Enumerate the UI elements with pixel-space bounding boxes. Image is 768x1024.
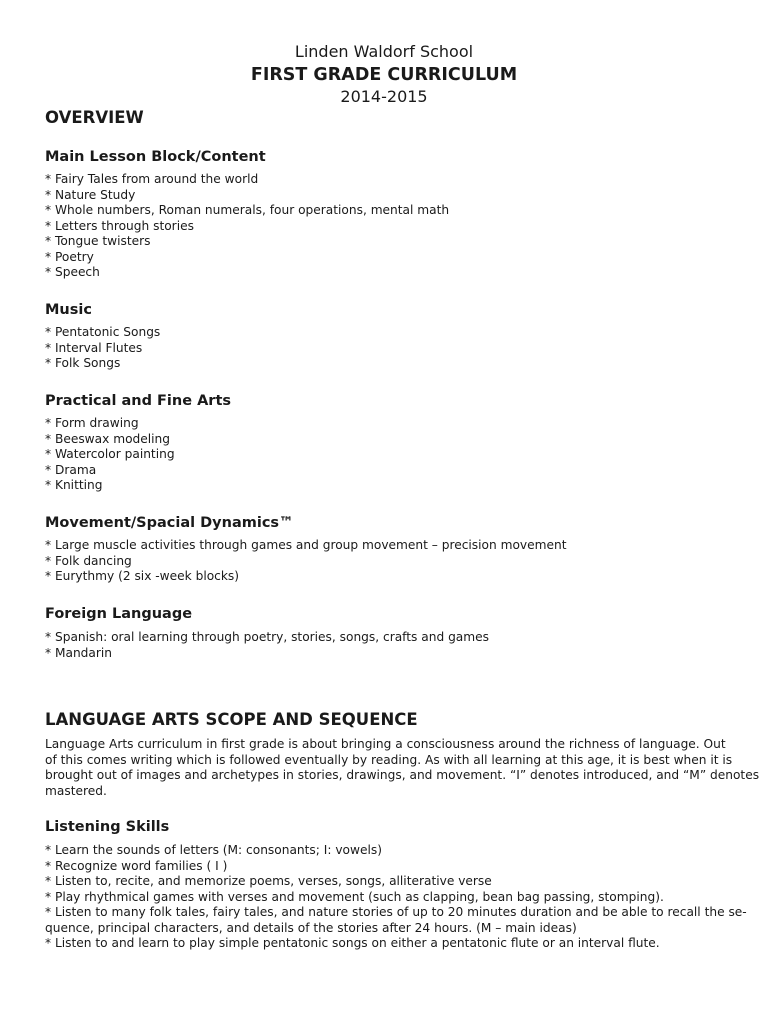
list-item: * Listen to many folk tales, fairy tales, and nature stories of up to 20 minutes duration and be able to recall the se-	[45, 905, 747, 919]
list-item: * Watercolor painting	[45, 447, 175, 461]
music-list	[45, 325, 160, 372]
list-item: * Tongue twisters	[45, 234, 151, 248]
list-item: * Large muscle activities through games and group movement – precision movement	[45, 538, 567, 552]
list-item: * Poetry	[45, 249, 94, 264]
document-title: FIRST GRADE CURRICULUM	[250, 65, 518, 85]
music-heading: Music	[45, 302, 92, 318]
language-arts-heading: LANGUAGE ARTS SCOPE AND SEQUENCE	[45, 710, 418, 729]
list-item: * Pentatonic Songs	[45, 325, 161, 339]
foreign-language-list	[45, 630, 489, 661]
list-item: * Letters through stories	[45, 218, 194, 233]
intro-line: brought out of images and archetypes in stories, drawings, and movement. “I” denotes introduced, and “M” denotes	[45, 768, 760, 782]
arts-list	[45, 416, 175, 494]
list-item: * Speech	[45, 265, 100, 279]
list-item: * Listen to and learn to play simple pentatonic songs on either a pentatonic flute or an interval flute.	[45, 936, 660, 950]
list-item: * Whole numbers, Roman numerals, four operations, mental math	[45, 203, 450, 217]
school-name: Linden Waldorf School	[294, 42, 474, 61]
intro-line: Language Arts curriculum in first grade is about bringing a consciousness around the richness of language. Out	[45, 737, 726, 751]
list-item: * Knitting	[45, 478, 103, 492]
main-lesson-heading: Main Lesson Block/Content	[45, 149, 266, 165]
list-item: * Listen to, recite, and memorize poems, verses, songs, alliterative verse	[45, 874, 492, 888]
list-item: * Learn the sounds of letters (M: consonants; I: vowels)	[45, 843, 382, 857]
arts-heading: Practical and Fine Arts	[45, 393, 232, 409]
list-item: * Nature Study	[45, 187, 136, 202]
list-item: * Form drawing	[45, 416, 139, 430]
movement-heading: Movement/Spacial Dynamics™	[45, 515, 294, 531]
main-lesson-list	[45, 172, 449, 281]
list-item: * Beeswax modeling	[45, 431, 170, 446]
list-item: * Eurythmy (2 six -week blocks)	[45, 569, 240, 583]
listening-skills-heading: Listening Skills	[45, 819, 170, 835]
list-item: quence, principal characters, and details of the stories after 24 hours. (M – main ideas)	[45, 920, 577, 935]
list-item: * Folk Songs	[45, 356, 121, 370]
listening-skills-list	[45, 843, 747, 952]
intro-line: mastered.	[45, 783, 107, 798]
list-item: * Mandarin	[45, 645, 113, 660]
list-item: * Drama	[45, 462, 97, 477]
list-item: * Spanish: oral learning through poetry, stories, songs, crafts and games	[45, 630, 489, 644]
list-item: * Folk dancing	[45, 553, 132, 568]
intro-line: of this comes writing which is followed eventually by reading. As with all learning at this age, it is best when it is	[45, 752, 733, 767]
list-item: * Recognize word families ( I )	[45, 858, 228, 873]
language-arts-intro	[45, 737, 760, 799]
list-item: * Play rhythmical games with verses and movement (such as clapping, bean bag passing, stomping).	[45, 889, 664, 904]
list-item: * Interval Flutes	[45, 340, 143, 355]
school-year: 2014-2015	[340, 87, 428, 106]
list-item: * Fairy Tales from around the world	[45, 172, 259, 186]
movement-list	[45, 538, 567, 585]
overview-heading: OVERVIEW	[45, 108, 144, 127]
foreign-language-heading: Foreign Language	[45, 606, 193, 622]
